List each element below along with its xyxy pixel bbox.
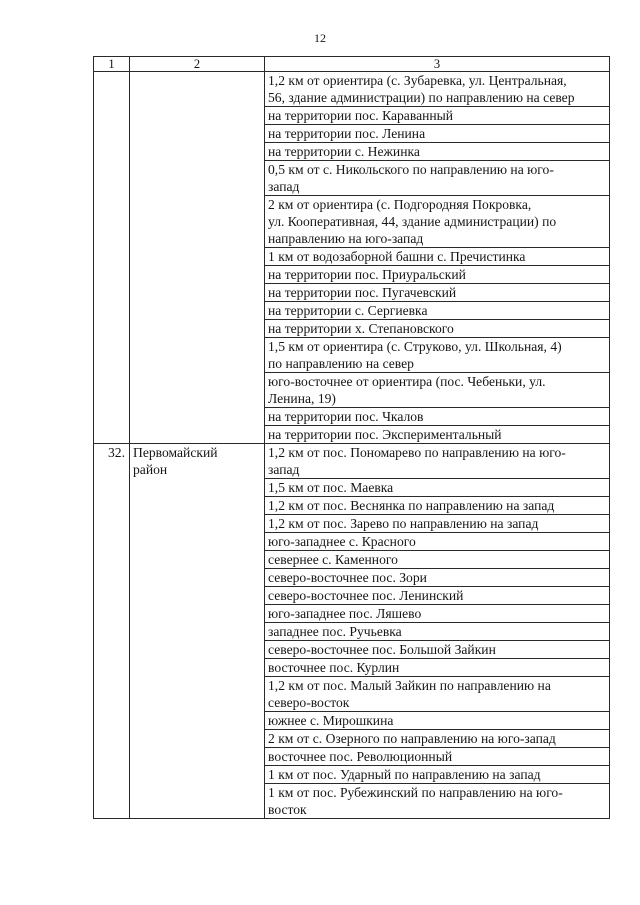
district-name — [130, 72, 265, 444]
location-description: 1,5 км от ориентира (с. Струково, ул. Школьная, 4) по направлению на север — [265, 338, 610, 373]
location-description: на территории пос. Экспериментальный — [265, 426, 610, 444]
location-description: 1 км от пос. Рубежинский по направлению на юго- восток — [265, 784, 610, 819]
location-description: западнее пос. Ручьевка — [265, 623, 610, 641]
location-description: на территории пос. Чкалов — [265, 408, 610, 426]
locations-table — [93, 56, 610, 819]
row-number — [94, 72, 130, 444]
location-description: 1,2 км от пос. Зарево по направлению на запад — [265, 515, 610, 533]
location-description: 1 км от водозаборной башни с. Пречистинка — [265, 248, 610, 266]
location-description: юго-западнее с. Красного — [265, 533, 610, 551]
location-description: на территории х. Степановского — [265, 320, 610, 338]
location-description: на территории с. Нежинка — [265, 143, 610, 161]
location-description: на территории пос. Пугачевский — [265, 284, 610, 302]
location-description: южнее с. Мирошкина — [265, 712, 610, 730]
page-number: 12 — [314, 31, 326, 45]
location-description: юго-западнее пос. Ляшево — [265, 605, 610, 623]
location-description: восточнее пос. Революционный — [265, 748, 610, 766]
location-description: северо-восточнее пос. Большой Зайкин — [265, 641, 610, 659]
table-row — [94, 444, 610, 479]
column-header: 2 — [130, 57, 265, 72]
table-row — [94, 72, 610, 107]
location-description: 1,2 км от пос. Веснянка по направлению на запад — [265, 497, 610, 515]
location-description: 1,2 км от пос. Пономарево по направлению на юго- запад — [265, 444, 610, 479]
location-description: юго-восточнее от ориентира (пос. Чебеньки, ул. Ленина, 19) — [265, 373, 610, 408]
location-description: 2 км от ориентира (с. Подгородняя Покровка, ул. Кооперативная, 44, здание администрации) по направлению на юго-запад — [265, 196, 610, 248]
location-description: 1 км от пос. Ударный по направлению на запад — [265, 766, 610, 784]
location-description: северо-восточнее пос. Зори — [265, 569, 610, 587]
location-description: 0,5 км от с. Никольского по направлению на юго- запад — [265, 161, 610, 196]
location-description: на территории пос. Приуральский — [265, 266, 610, 284]
district-name: Первомайский район — [130, 444, 265, 819]
location-description: 1,2 км от ориентира (с. Зубаревка, ул. Центральная, 56, здание администрации) по направлению на север — [265, 72, 610, 107]
location-description: на территории с. Сергиевка — [265, 302, 610, 320]
location-description: севернее с. Каменного — [265, 551, 610, 569]
row-number: 32. — [94, 444, 130, 819]
location-description: 1,2 км от пос. Малый Зайкин по направлению на северо-восток — [265, 677, 610, 712]
column-header: 3 — [265, 57, 610, 72]
location-description: восточнее пос. Курлин — [265, 659, 610, 677]
column-header: 1 — [94, 57, 130, 72]
location-description: северо-восточнее пос. Ленинский — [265, 587, 610, 605]
location-description: 1,5 км от пос. Маевка — [265, 479, 610, 497]
location-description: на территории пос. Ленина — [265, 125, 610, 143]
table-header-row — [94, 57, 610, 72]
location-description: 2 км от с. Озерного по направлению на юго-запад — [265, 730, 610, 748]
location-description: на территории пос. Караванный — [265, 107, 610, 125]
